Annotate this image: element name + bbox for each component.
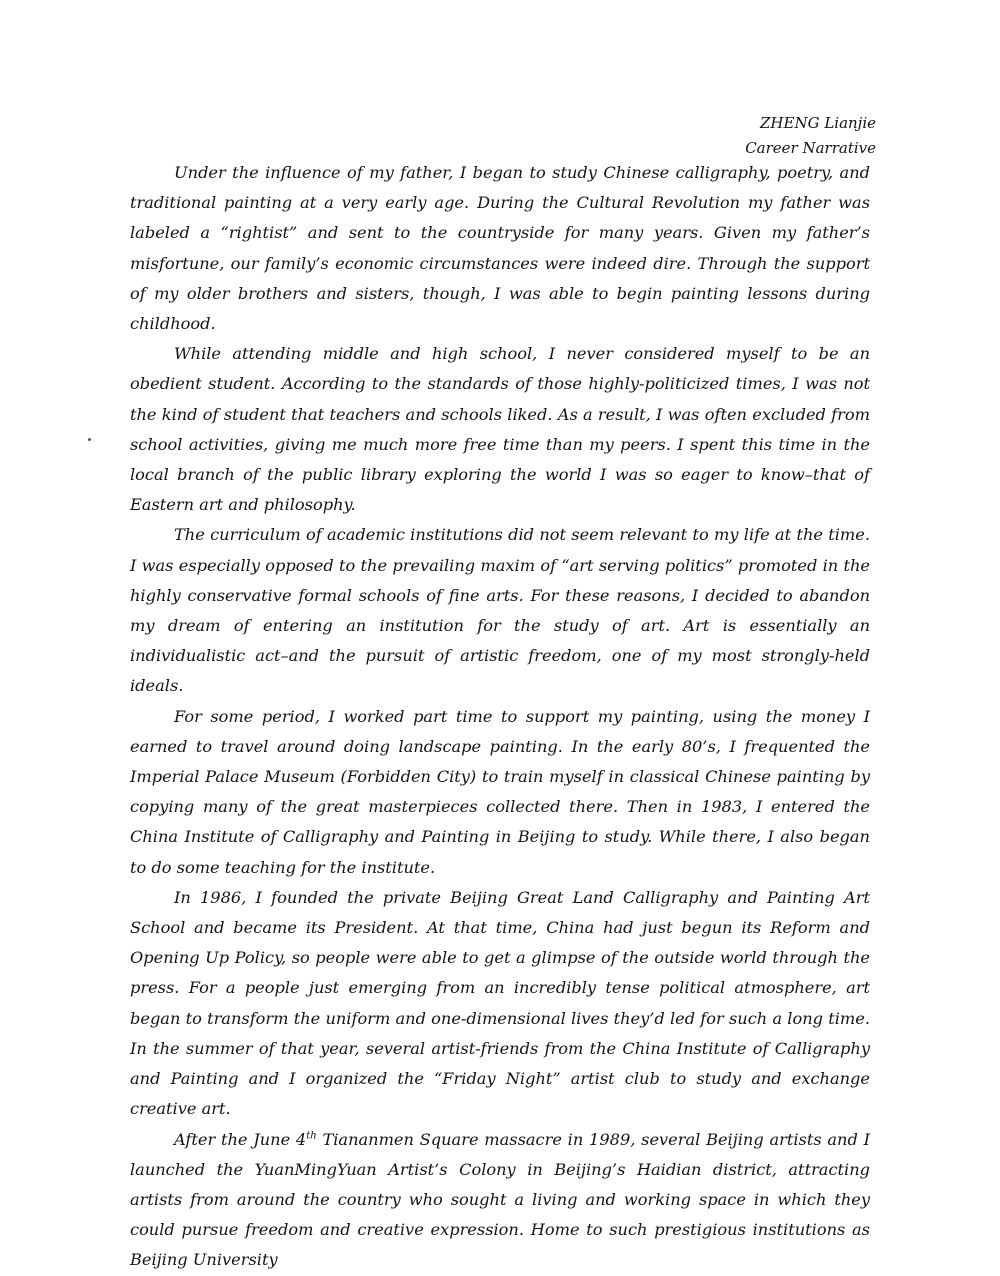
scan-speck [88,438,91,441]
narrative-body [130,158,870,1276]
document-header [745,111,876,161]
paragraph-6 [130,1125,870,1276]
document-title: Career Narrative [745,139,876,157]
author-name: ZHENG Lianjie [759,114,876,132]
paragraph-5: In 1986, I founded the private Beijing Great Land Calligraphy and Painting Art School and became its President. At that time, China had just begun its Reform and Opening Up Policy, so people were able to get a glimpse of the outside world through the press. For a people just emerging from an incredibly tense political atmosphere, art began to transform the uniform and one-dimensional lives they’d led for such a long time. In the summer of that year, several artist-friends from the China Institute of Calligraphy and Painting and I organized the “Friday Night” artist club to study and exchange creative art. [130,887,870,1119]
paragraph-1: Under the influence of my father, I began to study Chinese calligraphy, poetry, and traditional painting at a very early age. During the Cultural Revolution my father was labeled a “rightist” and sent to the countryside for many years. Given my father’s misfortune, our family’s economic circumstances were indeed dire. Through the support of my older brothers and sisters, though, I was able to begin painting lessons during childhood. [130,163,870,334]
paragraph-6-rest: Tiananmen Square massacre in 1989, several Beijing artists and I launched the YuanMingYuan Artist’s Colony in Beijing’s Haidian district, attracting artists from around the country who sought a living and working space in which they could pursue freedom and creative expression. Home to such prestigious institutions as Beijing University [130,1129,870,1270]
paragraph-2: While attending middle and high school, I never considered myself to be an obedient student. According to the standards of those highly-politicized times, I was not the kind of student that teachers and schools liked. As a result, I was often excluded from school activities, giving me much more free time than my peers. I spent this time in the local branch of the public library exploring the world I was so eager to know–that of Eastern art and philosophy. [130,344,870,515]
ordinal-suffix: th [306,1130,317,1142]
paragraph-6-start: After the June 4 [174,1129,307,1149]
paragraph-4: For some period, I worked part time to support my painting, using the money I earned to travel around doing landscape painting. In the early 80’s, I frequented the Imperial Palace Museum (Forbidden City) to train myself in classical Chinese painting by copying many of the great masterpieces collected there. Then in 1983, I entered the China Institute of Calligraphy and Painting in Beijing to study. While there, I also began to do some teaching for the institute. [130,706,870,877]
paragraph-3: The curriculum of academic institutions did not seem relevant to my life at the time. I was especially opposed to the prevailing maxim of “art serving politics” promoted in the highly conservative formal schools of fine arts. For these reasons, I decided to abandon my dream of entering an institution for the study of art. Art is essentially an individualistic act–and the pursuit of artistic freedom, one of my most strongly-held ideals. [130,525,870,696]
